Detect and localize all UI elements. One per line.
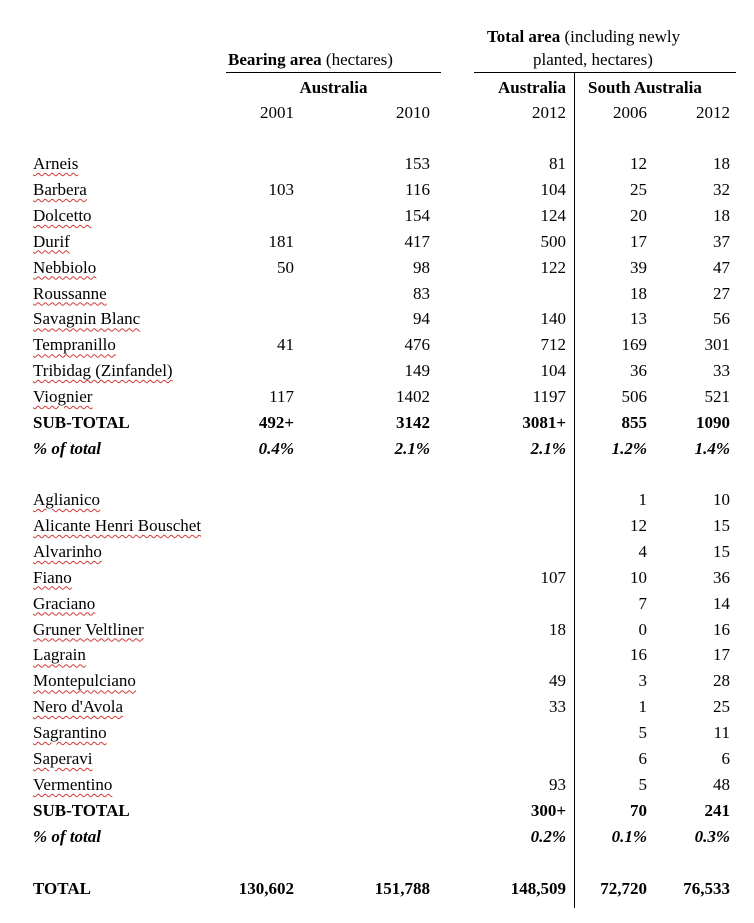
table-cell: 16 [713, 619, 730, 639]
table-cell: 6 [638, 749, 647, 768]
table-cell: 5 [638, 774, 647, 794]
table-cell: 83 [413, 283, 430, 303]
variety-name: Alvarinho [33, 541, 102, 561]
table-cell: 93 [549, 774, 566, 794]
variety-name: Sagrantino [33, 723, 107, 743]
table-cell: 3 [638, 671, 647, 691]
subtotal-label: SUB-TOTAL [33, 800, 130, 820]
table-cell: 32 [713, 179, 730, 199]
table-cell: 521 [704, 387, 730, 407]
table-cell: 18 [713, 205, 730, 225]
total-area-heading-bold: Total area [487, 27, 561, 46]
variety-name: Gruner Veltliner [33, 619, 144, 639]
bearing-area-heading-bold: Bearing area [228, 50, 322, 69]
year-header-cell: 2006 [613, 103, 647, 122]
table-cell: 41 [277, 335, 294, 355]
table-cell: 149 [404, 361, 430, 381]
table-cell: 36 [630, 361, 647, 381]
table-cell: 5 [638, 723, 647, 743]
table-cell: 1 [638, 697, 647, 717]
table-cell: 33 [713, 361, 730, 381]
total-area-heading-rest: (including newly [560, 27, 681, 46]
total-area-rule [474, 72, 736, 73]
percent-cell: 1.4% [694, 438, 730, 458]
subtotal-cell: 300+ [530, 800, 566, 820]
table-cell: 107 [540, 567, 566, 587]
variety-name: Fiano [33, 567, 72, 587]
table-cell: 14 [713, 593, 730, 613]
variety-name: Vermentino [33, 774, 113, 794]
table-cell: 181 [268, 231, 294, 251]
year-header-cell: 2001 [260, 103, 294, 122]
table-cell: 6 [721, 749, 730, 768]
total-area-heading-line2: planted, hectares) [533, 50, 653, 69]
table-cell: 4 [638, 541, 647, 561]
table-cell: 18 [713, 154, 730, 173]
table-cell: 10 [713, 490, 730, 509]
table-cell: 116 [405, 179, 430, 199]
table-cell: 48 [713, 774, 730, 794]
total-label: TOTAL [33, 879, 91, 898]
variety-name: Nero d'Avola [33, 697, 124, 717]
variety-name: Barbera [33, 179, 87, 199]
total-cell: 76,533 [683, 879, 730, 898]
table-cell: 15 [713, 515, 730, 535]
table-cell: 10 [630, 567, 647, 587]
south-australia-heading: South Australia [588, 78, 702, 97]
year-header-cell: 2012 [532, 103, 566, 122]
table-cell: 17 [630, 231, 647, 251]
table-cell: 301 [704, 335, 730, 355]
variety-name: Savagnin Blanc [33, 309, 141, 329]
table-cell: 1197 [532, 387, 566, 407]
percent-cell: 0.2% [530, 826, 566, 846]
table-cell: 94 [413, 309, 430, 329]
variety-name: Dolcetto [33, 205, 92, 225]
table-cell: 13 [630, 309, 647, 329]
table-cell: 25 [630, 179, 647, 199]
table-cell: 49 [549, 671, 566, 691]
australia-bearing-heading: Australia [299, 78, 368, 97]
table-cell: 39 [630, 257, 647, 277]
bearing-area-heading [228, 50, 393, 70]
table-cell: 117 [269, 387, 294, 407]
subtotal-cell: 492+ [258, 413, 294, 432]
table-cell: 154 [404, 205, 430, 225]
table-cell: 17 [713, 645, 730, 665]
table-cell: 500 [540, 231, 566, 251]
table-cell: 122 [540, 257, 566, 277]
variety-name: Viognier [33, 387, 93, 407]
australia-total-heading: Australia [498, 78, 566, 97]
table-cell: 140 [540, 309, 566, 329]
total-area-heading [487, 27, 680, 47]
table-cell: 33 [549, 697, 566, 717]
variety-name: Montepulciano [33, 671, 136, 691]
total-cell: 72,720 [600, 879, 647, 898]
table-cell: 28 [713, 671, 730, 691]
total-cell: 151,788 [374, 879, 430, 898]
table-cell: 506 [621, 387, 647, 407]
table-cell: 124 [540, 205, 566, 225]
subtotal-cell: 3081+ [522, 413, 566, 432]
subtotal-cell: 3142 [396, 413, 430, 432]
percent-cell: 2.1% [530, 438, 566, 458]
table-cell: 1 [638, 490, 647, 509]
table-cell: 15 [713, 541, 730, 561]
table-cell: 56 [713, 309, 730, 329]
table-cell: 0 [638, 619, 647, 639]
bearing-area-rule [226, 72, 441, 73]
table-cell: 103 [268, 179, 294, 199]
percent-of-total-label: % of total [33, 826, 101, 846]
variety-name: Tribidag (Zinfandel) [33, 361, 173, 381]
percent-cell: 0.3% [694, 826, 730, 846]
percent-cell: 0.1% [611, 826, 647, 846]
table-cell: 20 [630, 205, 647, 225]
variety-name: Alicante Henri Bouschet [33, 515, 202, 535]
table-cell: 16 [630, 645, 647, 665]
total-cell: 148,509 [510, 879, 566, 898]
table-cell: 476 [404, 335, 430, 355]
table-cell: 104 [540, 179, 566, 199]
table-cell: 36 [713, 567, 730, 587]
subtotal-label: SUB-TOTAL [33, 413, 130, 432]
subtotal-cell: 855 [621, 413, 647, 432]
bearing-area-heading-unit: (hectares) [321, 50, 393, 69]
table-cell: 417 [404, 231, 430, 251]
variety-name: Arneis [33, 154, 79, 173]
table-cell: 11 [713, 723, 730, 743]
year-header-cell: 2012 [696, 103, 730, 122]
percent-cell: 0.4% [258, 438, 294, 458]
subtotal-cell: 70 [630, 800, 647, 820]
table-cell: 169 [621, 335, 647, 355]
year-header-cell: 2010 [396, 103, 430, 122]
table-cell: 12 [630, 515, 647, 535]
table-cell: 25 [713, 697, 730, 717]
variety-name: Graciano [33, 593, 96, 613]
table-cell: 27 [713, 283, 730, 303]
table-cell: 18 [549, 619, 566, 639]
table-cell: 1402 [396, 387, 430, 407]
table-cell: 12 [630, 154, 647, 173]
table-cell: 47 [713, 257, 730, 277]
table-cell: 98 [413, 257, 430, 277]
table-cell: 7 [638, 593, 647, 613]
percent-cell: 1.2% [611, 438, 647, 458]
table-cell: 712 [540, 335, 566, 355]
variety-name: Roussanne [33, 283, 107, 303]
variety-name: Durif [33, 231, 70, 251]
total-cell: 130,602 [238, 879, 294, 898]
variety-name: Lagrain [33, 645, 86, 665]
table-cell: 153 [404, 154, 430, 173]
percent-of-total-label: % of total [33, 438, 101, 458]
table-cell: 37 [713, 231, 730, 251]
variety-name: Saperavi [33, 749, 93, 768]
subtotal-cell: 1090 [696, 413, 730, 432]
subtotal-cell: 241 [704, 800, 730, 820]
table-cell: 81 [549, 154, 566, 173]
variety-name: Nebbiolo [33, 257, 97, 277]
table-cell: 50 [277, 257, 294, 277]
variety-name: Tempranillo [33, 335, 116, 355]
percent-cell: 2.1% [394, 438, 430, 458]
table-cell: 18 [630, 283, 647, 303]
table-cell: 104 [540, 361, 566, 381]
variety-name: Aglianico [33, 490, 101, 509]
